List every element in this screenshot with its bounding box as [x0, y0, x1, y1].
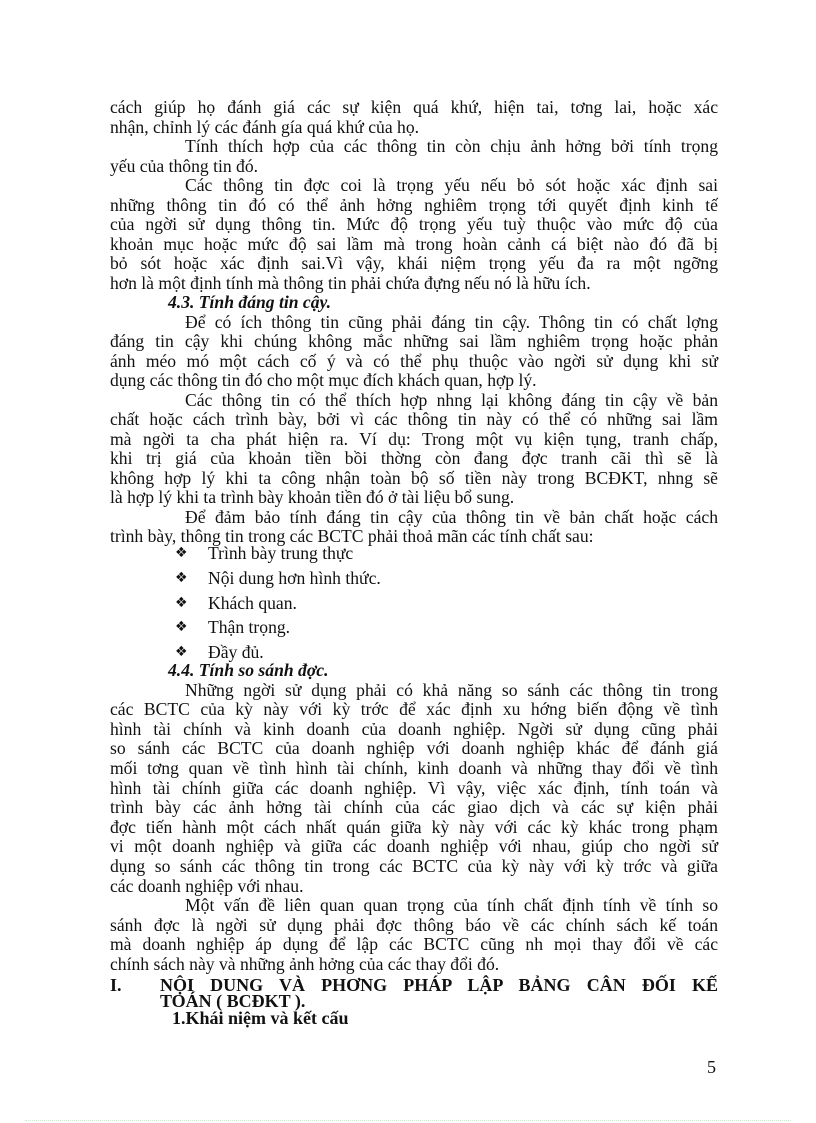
text-line: nhận, chỉnh lý các đánh gía quá khứ của họ. [110, 116, 420, 137]
text-line: những thông tin đó có thể ảnh hởng nghiêm trọng tới quyết định kinh tế [110, 194, 718, 215]
list-item-text: Nội dung hơn hình thức. [208, 567, 381, 588]
heading-4-4: 4.4. Tính so sánh đợc. [168, 660, 329, 680]
text-line: Một vấn đề liên quan quan trọng của tính chất định tính về tính so [185, 895, 718, 916]
heading-line: NỘI DUNG VÀ PHƠNG PHÁP LẬP BẢNG CÂN ĐỐI KẾ [160, 974, 718, 995]
text-line: khoản mục hoặc mức độ sai lầm mà trong hoàn cảnh cá biệt nào đó đã bị [110, 233, 718, 254]
paragraph [110, 391, 718, 508]
text-line: đáng tin cậy khi chúng không mắc những sai lầm nghiêm trọng hoặc phản [110, 331, 718, 351]
text-line: các BCTC của kỳ này với kỳ trớc để xác định xu hớng biến động về tình [110, 699, 718, 720]
text-line: Các thông tin đợc coi là trọng yếu nếu bỏ sót hoặc xác định sai [185, 175, 718, 195]
text-line: cách giúp họ đánh giá các sự kiện quá khứ, hiện tai, tơng lai, hoặc xác [110, 97, 718, 117]
text-line: chính sách này và những ảnh hởng của các thay đổi đó. [110, 953, 500, 974]
heading-1-khai-niem: 1.Khái niệm và kết cấu [172, 1007, 349, 1028]
text-line: so sánh các BCTC của doanh nghiệp với doanh nghiệp khác để đánh giá [110, 738, 718, 759]
text-line: các doanh nghiệp với nhau. [110, 875, 304, 896]
text-line: ánh méo mó một cách cố ý và có thể phụ thuộc vào ngời sử dụng khi sử [110, 350, 718, 371]
text-line: đợc tiến hành một cách nhất quán giữa kỳ này với các kỳ khác trong phạm [110, 816, 718, 837]
diamond-bullet-icon: ❖ [175, 545, 188, 561]
text-line: mối tơng quan về tình hình tài chính, kinh doanh và những thay đổi về tình [110, 757, 718, 778]
diamond-bullet-icon: ❖ [175, 569, 188, 586]
text-line: của ngời sử dụng thông tin. Mức độ trọng yếu tuỳ thuộc vào mức độ của [110, 214, 718, 234]
section-b [110, 661, 718, 1027]
text-line: dụng các thông tin đó cho một mục đích khách quan, hợp lý. [110, 370, 537, 390]
paragraph [110, 896, 718, 974]
text-line: hình tài chính giữa các doanh nghiệp. Vì vậy, việc xác định, tính toán và [110, 777, 718, 798]
list-item-text: Đầy đủ. [208, 642, 264, 663]
text-line: Để đảm bảo tính đáng tin cậy của thông tin về bản chất hoặc cách [185, 506, 718, 527]
paragraph [110, 313, 718, 391]
text-line: không hợp lý khi ta công nhận toàn bộ số tiền này trong BCĐKT, nhng sẽ [110, 467, 718, 488]
text-line: Những ngời sử dụng phải có khả năng so sánh các thông tin trong [185, 679, 718, 700]
text-line: dụng so sánh các thông tin trong các BCTC của kỳ này với kỳ trớc và giữa [110, 855, 718, 876]
heading-line: TOÁN ( BCĐKT ). [160, 991, 306, 1011]
paragraph [110, 98, 718, 137]
text-line: Để có ích thông tin cũng phải đáng tin cậy. Thông tin có chất lợng [185, 311, 718, 332]
paragraph [110, 681, 718, 897]
text-line: vi một doanh nghiệp và giữa các doanh nghiệp với nhau, giúp cho ngời sử [110, 836, 718, 857]
heading-4-3: 4.3. Tính đáng tin cậy. [168, 292, 332, 312]
text-line: là hợp lý khi ta trình bày khoản tiền đó ở tài liệu bổ sung. [110, 487, 515, 507]
page-bottom-divider [25, 1120, 791, 1121]
diamond-bullet-icon: ❖ [175, 619, 188, 636]
section-a [110, 98, 718, 547]
heading-number: I. [110, 974, 122, 995]
list-item [175, 593, 381, 618]
paragraph [110, 176, 718, 293]
text-line: bỏ sót hoặc xác định sai.Vì vậy, khái niệm trọng yếu đa ra một ngỡng [110, 253, 718, 273]
diamond-bullet-icon: ❖ [175, 594, 188, 611]
text-line: mà doanh nghiệp áp dụng để lập các BCTC cũng nh mọi thay đổi về các [110, 934, 718, 955]
text-line: mà ngời ta cha phát hiện ra. Ví dụ: Trong một vụ kiện tụng, tranh chấp, [110, 428, 718, 449]
list-item-text: Thận trọng. [208, 617, 291, 638]
list-item [175, 568, 381, 593]
list-item-text: Trình bày trung thực [208, 543, 354, 563]
paragraph [110, 508, 718, 547]
text-line: khi trị giá của khoản tiền bồi thờng còn đang đợc tranh cãi thì sẽ là [110, 448, 718, 468]
list-item [175, 543, 381, 568]
text-line: hơn là một định tính mà thông tin phải chứa đựng nếu nó là hữu ích. [110, 272, 591, 293]
list-item [175, 617, 381, 642]
text-line: yếu của thông tin đó. [110, 155, 259, 176]
diamond-bullet-icon: ❖ [175, 644, 188, 661]
text-line: sánh đợc là ngời sử dụng phải đợc thông báo về các chính sách kế toán [110, 914, 718, 935]
paragraph [110, 137, 718, 176]
text-line: Các thông tin có thể thích hợp nhng lại không đáng tin cậy về bản [185, 389, 718, 410]
bullet-list [175, 543, 381, 667]
text-line: chất hoặc cách trình bày, bởi vì các thông tin này có thể có những sai lầm [110, 409, 718, 429]
text-line: Tính thích hợp của các thông tin còn chịu ảnh hởng bởi tính trọng [185, 136, 718, 156]
text-line: trình bày các ảnh hởng tài chính của các giao dịch và các sự kiện phải [110, 797, 718, 818]
heading-section-i [110, 974, 718, 1011]
page-number: 5 [707, 1057, 716, 1077]
text-line: hình tài chính và kinh doanh của doanh nghiệp. Ngời sử dụng cũng phải [110, 718, 718, 739]
list-item-text: Khách quan. [208, 592, 297, 613]
text-line: trình bày, thông tin trong các BCTC phải thoả mãn các tính chất sau: [110, 526, 594, 546]
